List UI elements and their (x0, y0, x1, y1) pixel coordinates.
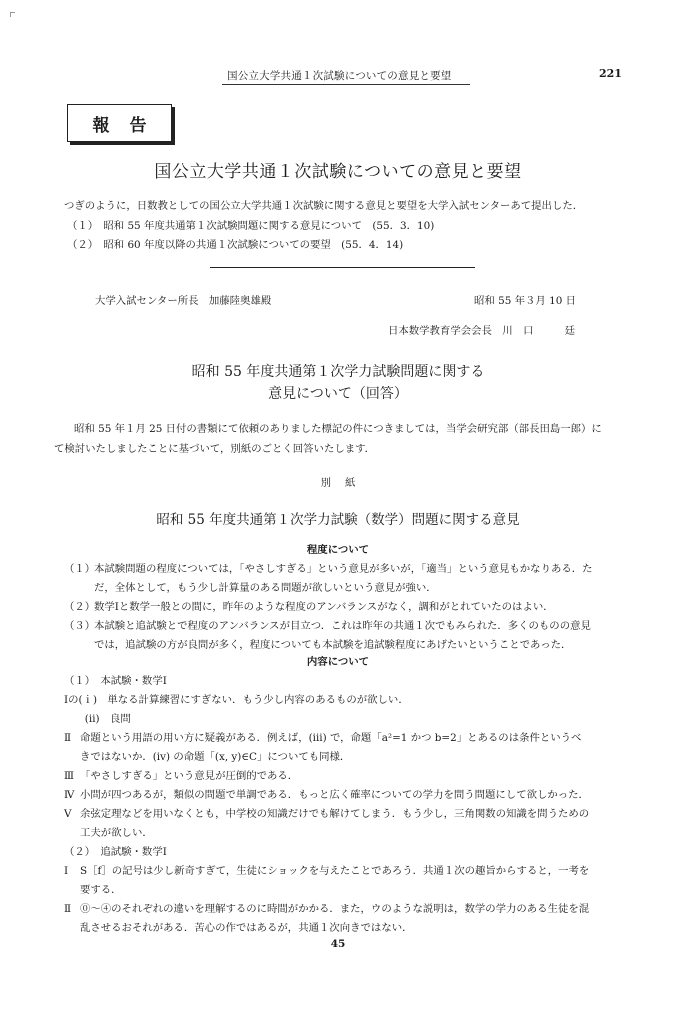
content-line (64, 900, 589, 915)
item-text-cont: では，追試験の方が良問が多く，程度についても本試験を追試験程度にあげたいということであった． (94, 639, 572, 651)
reply-text: 昭和 55 年１月 25 日付の書類にて依頼のありました標記の件につきましては，当学会研究部（部長田島一郎）に (74, 423, 602, 435)
difficulty-item (64, 617, 591, 632)
running-header: 国公立大学共通１次試験についての意見と要望 (227, 70, 452, 82)
item-number: （２） (64, 601, 96, 613)
main-title: 国公立大学共通１次試験についての意見と要望 (154, 162, 522, 182)
difficulty-item (64, 598, 554, 613)
line-text: 良問 (109, 713, 131, 725)
content-line (64, 862, 589, 877)
content-line-cont: 要する． (80, 884, 122, 896)
content-line (64, 710, 131, 725)
line-mark: Ⅱ (64, 903, 72, 915)
reply-text-line2: て検討いたしましたことに基づいて，別紙のごとく回答いたします． (54, 443, 376, 455)
intro-item: （２） 昭和 60 年度以降の共通１次試験についての要望 (55．4．14) (67, 239, 404, 251)
addressee: 大学入試センター所長 加藤陸奥雄殿 (95, 295, 272, 307)
separator-line (210, 267, 475, 268)
line-text: 余弦定理などを用いなくとも，中学校の知識だけでも解けてしまう．もう少し，三角関数の知識を問うための (80, 808, 590, 820)
line-text: S［f］の記号は少し新奇すぎて，生徒にショックを与えたことであろう．共通１次の趣旨からすると，一考を (80, 865, 590, 877)
item-text: 数学Ⅰと数学一般との間に，昨年のような程度のアンバランスがなく，調和がとれていたのはよい． (94, 601, 554, 613)
content-line-cont: 工夫が欲しい． (80, 827, 153, 839)
footer-page-number: 45 (330, 938, 346, 950)
item-number: （１） (64, 563, 96, 575)
report-badge (67, 104, 172, 142)
item-text: 本試験問題の程度については，「やさしすぎる」という意見が多いが，「適当」という意見もかなりある．た (94, 563, 593, 575)
line-mark: Ⅲ (64, 770, 75, 782)
opinion-title: 昭和 55 年度共通第１次学力試験（数学）問題に関する意見 (156, 512, 520, 528)
line-mark: (ⅱ) (64, 713, 100, 725)
difficulty-heading: 程度について (306, 544, 370, 556)
content-line (64, 767, 298, 782)
intro-text: つぎのように，日数教としての国公立大学共通１次試験に関する意見と要望を大学入試センターあて提出した． (64, 200, 584, 212)
content-line-cont: きではないか．(ⅳ) の命題「(x, y)∈C」についても同様． (80, 751, 351, 763)
content-heading: 内容について (306, 656, 370, 668)
content-line (64, 786, 589, 801)
item-text: 本試験と追試験とで程度のアンバランスが目立つ．これは昨年の共通１次でもみられた．多くのものの意見 (94, 620, 591, 632)
difficulty-item (64, 560, 593, 575)
content-line (64, 805, 589, 820)
page-number: 221 (599, 67, 622, 80)
sender: 日本数学教育学会会長 川 口 廷 (388, 325, 576, 337)
line-mark: Ⅳ (64, 789, 75, 801)
header-underline (222, 84, 470, 85)
content-sub-1: （１） 本試験・数学Ⅰ (64, 675, 167, 687)
attachment-label: 別紙 (320, 477, 370, 489)
line-text: ⓪〜④のそれぞれの違いを理解するのに時間がかかる．また，ウのような説明は，数学の学力のある生徒を混 (80, 903, 590, 915)
letter-date: 昭和 55 年３月 10 日 (474, 295, 576, 307)
line-text: 命題という用語の用い方に疑義がある．例えば，(ⅲ) で，命題「a²=1 かつ b=2」とあるのは条件というべ (80, 732, 582, 744)
section-title: 昭和 55 年度共通第１次学力試験問題に関する (191, 364, 485, 380)
line-mark: Ⅰの(ｉ) (64, 694, 97, 706)
item-text-cont: だ，全体として，もう少し計算量のある問題が欲しいという意見が強い． (94, 582, 437, 594)
line-text: 単なる計算練習にすぎない．もう少し内容のあるものが欲しい． (107, 694, 409, 706)
report-badge-label: 報告 (92, 115, 167, 136)
line-mark: Ⅰ (64, 865, 69, 877)
content-line (64, 729, 581, 744)
corner-mark (10, 12, 15, 17)
content-line-cont: 乱させるおそれがある．苦心の作ではあるが，共通１次向きではない． (80, 922, 413, 934)
line-text: 小問が四つあるが，類似の問題で単調である．もっと広く確率についての学力を問う問題にして欲しかった． (80, 789, 589, 801)
line-text: 「やさしすぎる」という意見が圧倒的である． (80, 770, 299, 782)
intro-item: （１） 昭和 55 年度共通第１次試験問題に関する意見について (55．3．10) (67, 220, 435, 232)
line-mark: Ⅱ (64, 732, 72, 744)
line-mark: Ⅴ (64, 808, 72, 820)
section-title-line2: 意見について（回答） (268, 386, 408, 402)
content-line (64, 691, 409, 706)
item-number: （３） (64, 620, 96, 632)
content-sub-2: （２） 追試験・数学Ⅰ (64, 846, 167, 858)
